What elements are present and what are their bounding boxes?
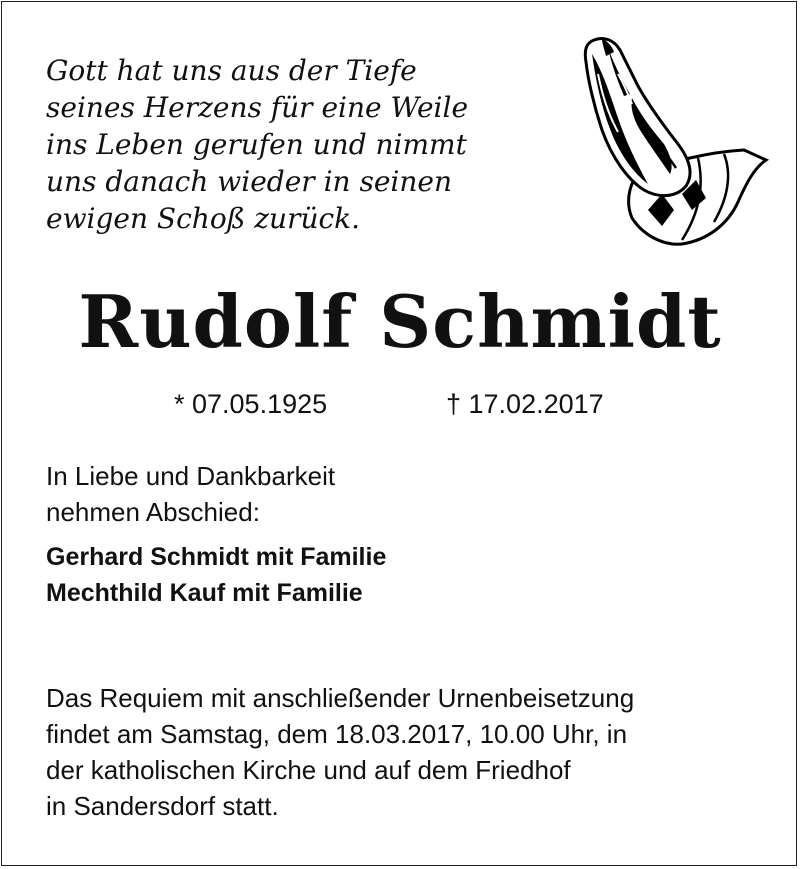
mourner-name: Mechthild Kauf mit Familie [46,579,363,607]
notice-line: der katholischen Kirche und auf dem Friedhof [46,755,571,785]
farewell-line: In Liebe und Dankbarkeit [46,461,336,491]
praying-hands-icon [578,34,770,246]
mourner-name: Gerhard Schmidt mit Familie [46,543,387,571]
notice-line: findet am Samstag, dem 18.03.2017, 10.00 Uhr, in [46,719,628,749]
notice-line: Das Requiem mit anschließender Urnenbeisetzung [46,683,635,713]
verse-line: uns danach wieder in seinen [46,165,452,198]
service-notice [46,680,634,824]
farewell-text [46,458,335,530]
verse-line: seines Herzens für eine Weile [46,91,469,124]
death-date: † 17.02.2017 [446,389,604,419]
mourners-list [46,539,386,611]
verse-line: Gott hat uns aus der Tiefe [46,54,417,87]
verse-line: ewigen Schoß zurück. [46,202,361,235]
verse-line: ins Leben gerufen und nimmt [46,128,467,161]
deceased-name: Rudolf Schmidt [78,279,722,364]
memorial-verse [46,52,526,237]
notice-line: in Sandersdorf statt. [46,791,279,821]
birth-date: * 07.05.1925 [174,389,328,419]
farewell-line: nehmen Abschied: [46,497,260,527]
